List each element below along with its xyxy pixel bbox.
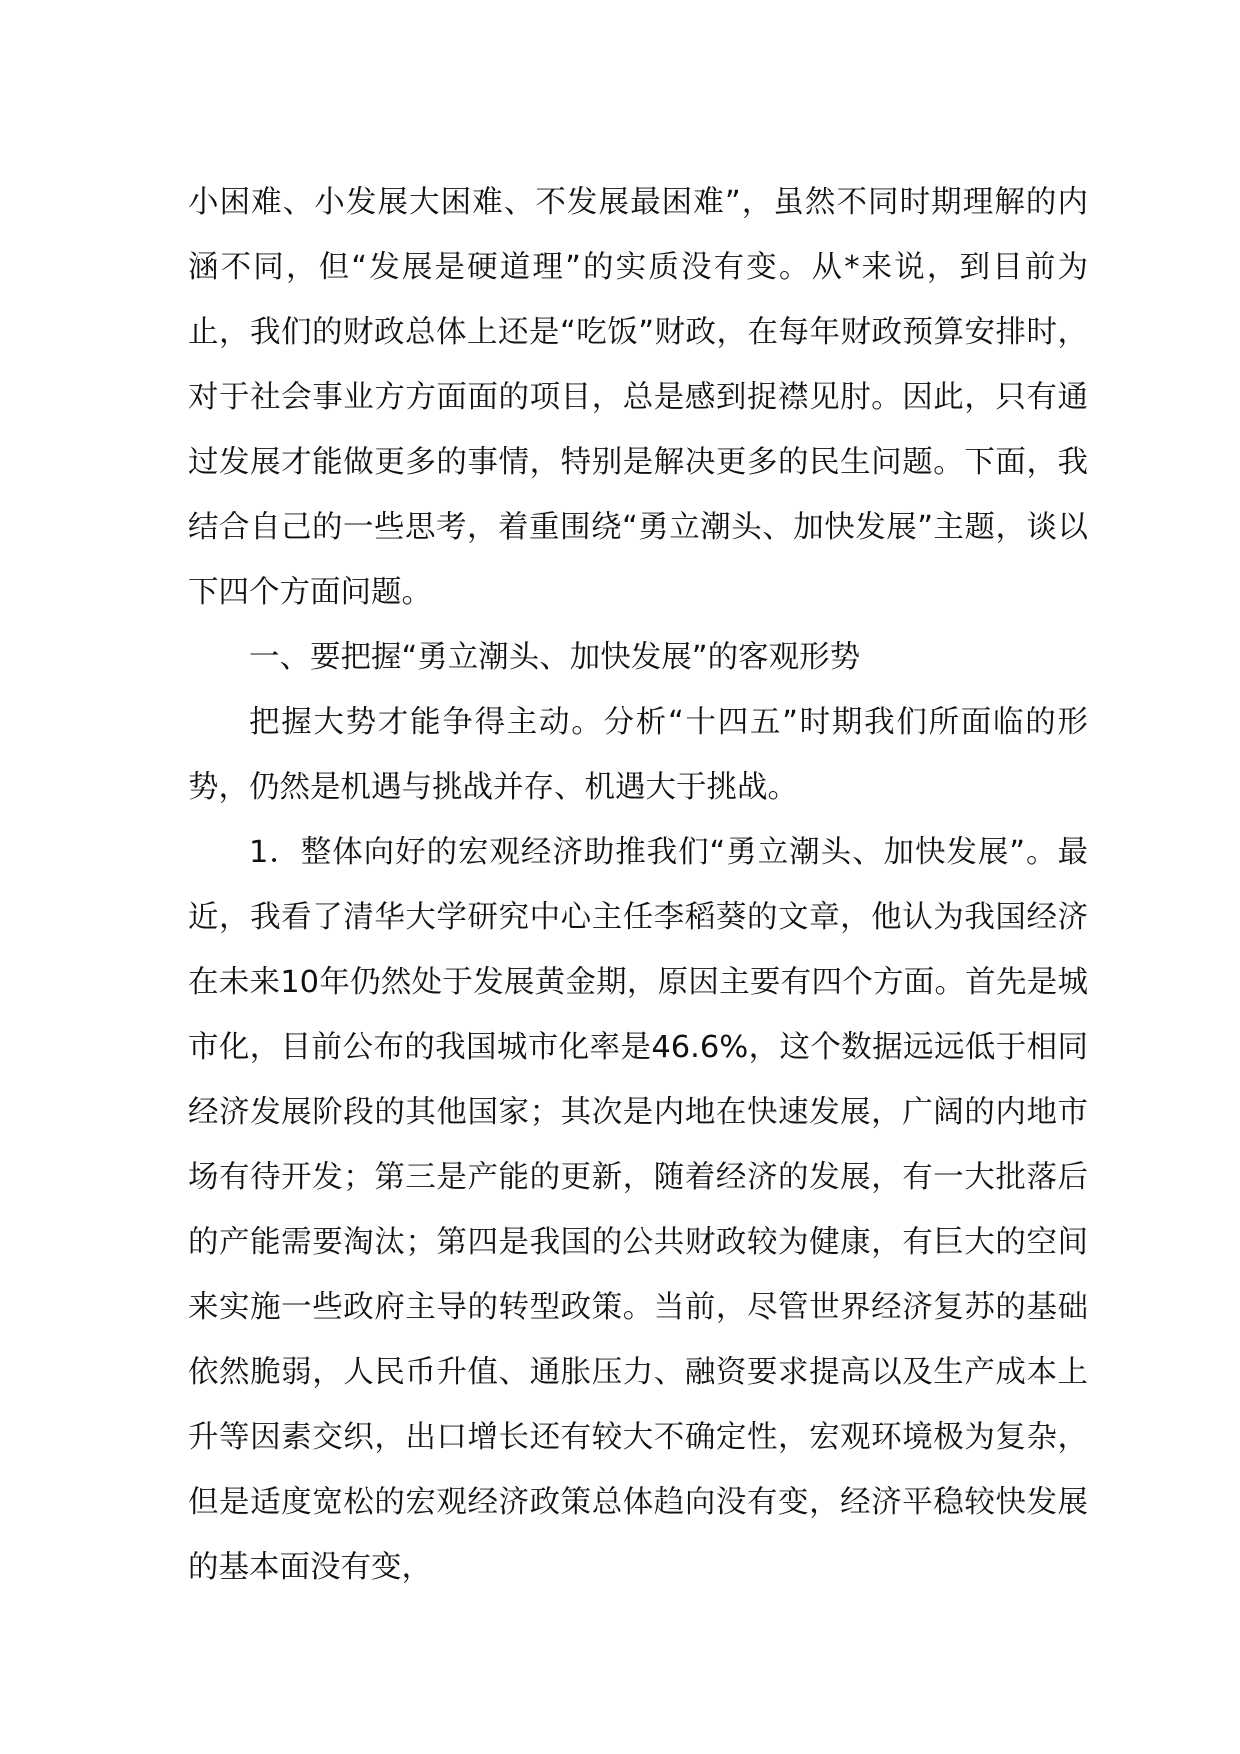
paragraph-situation: 把握大势才能争得主动。分析“十四五”时期我们所面临的形势，仍然是机遇与挑战并存、机遇大于挑战。 <box>188 705 1088 805</box>
paragraph-continuation: 小困难、小发展大困难、不发展最困难”，虽然不同时期理解的内涵不同，但“发展是硬道理”的实质没有变。从*来说，到目前为止，我们的财政总体上还是“吃饭”财政，在每年财政预算安排时，对于社会事业方方面面的项目，总是感到捉襟见肘。因此，只有通过发展才能做更多的事情，特别是解决更多的民生问题。下面，我结合自己的一些思考，着重围绕“勇立潮头、加快发展”主题，谈以下四个方面问题。 <box>188 185 1088 610</box>
paragraph-macroeconomy: 1．整体向好的宏观经济助推我们“勇立潮头、加快发展”。最近，我看了清华大学研究中心主任李稻葵的文章，他认为我国经济在未来10年仍然处于发展黄金期，原因主要有四个方面。首先是城市化，目前公布的我国城市化率是46.6%，这个数据远远低于相同经济发展阶段的其他国家；其次是内地在快速发展，广阔的内地市场有待开发；第三是产能的更新，随着经济的发展，有一大批落后的产能需要淘汰；第四是我国的公共财政较为健康，有巨大的空间来实施一些政府主导的转型政策。当前，尽管世界经济复苏的基础依然脆弱，人民币升值、通胀压力、融资要求提高以及生产成本上升等因素交织，出口增长还有较大不确定性，宏观环境极为复杂，但是适度宽松的宏观经济政策总体趋向没有变，经济平稳较快发展的基本面没有变， <box>188 835 1088 1585</box>
section-heading: 一、要把握“勇立潮头、加快发展”的客观形势 <box>249 640 861 675</box>
document-body <box>188 170 1088 1600</box>
